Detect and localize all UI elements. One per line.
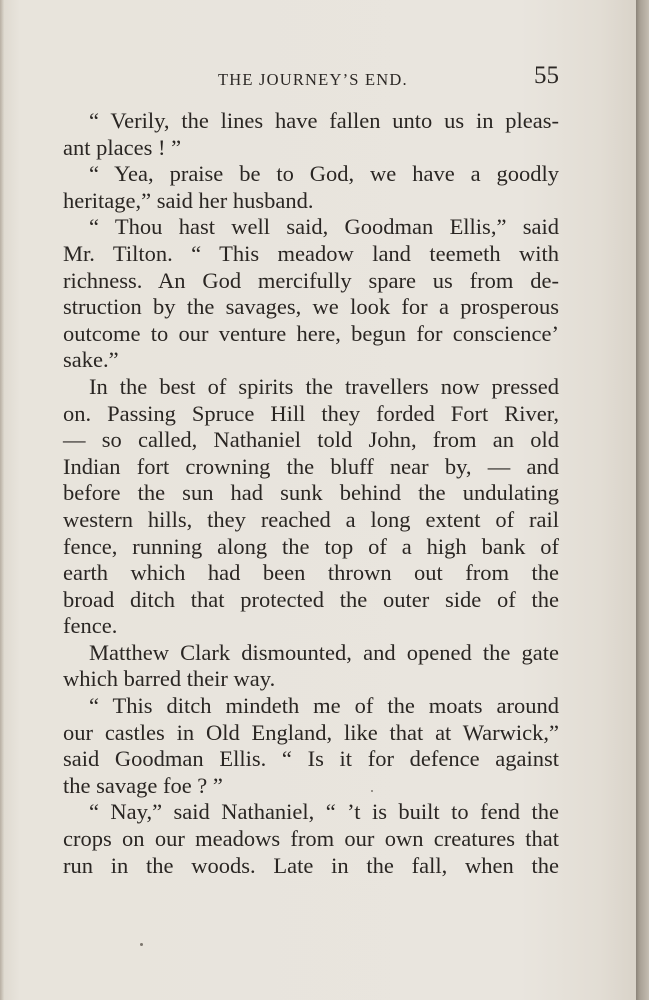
page-edge-shadow — [0, 0, 4, 1000]
text-line: “ Nay,” said Nathaniel, “ ’t is built to fend the — [89, 799, 559, 825]
text-line: sake.” — [63, 347, 119, 373]
text-line: “ Verily, the lines have fallen unto us in pleas- — [89, 108, 559, 133]
text-line: our castles in Old England, like that at Warwick,” — [63, 719, 559, 745]
text-line: Indian fort crowning the bluff near by, — and — [63, 453, 559, 479]
text-line: “ This ditch mindeth me of the moats around — [89, 693, 559, 719]
text-line: fence, running along the top of a high bank of — [63, 533, 559, 559]
text-line: before the sun had sunk behind the undulating — [63, 480, 559, 506]
paper-speck — [371, 790, 373, 792]
text-line: — so called, Nathaniel told John, from an old — [63, 427, 559, 453]
binding-gutter — [636, 0, 649, 1000]
text-line: outcome to our venture here, begun for conscience’ — [63, 320, 559, 346]
page-number: 55 — [534, 62, 559, 89]
text-line: “ Thou hast well said, Goodman Ellis,” said — [89, 214, 559, 240]
text-line: heritage,” said her husband. — [63, 187, 314, 213]
text-line: ant places ! ” — [63, 134, 182, 160]
text-line: which barred their way. — [63, 666, 276, 692]
text-line: said Goodman Ellis. “ Is it for defence against — [63, 746, 559, 772]
text-line: on. Passing Spruce Hill they forded Fort River, — [63, 400, 559, 426]
text-line: earth which had been thrown out from the — [63, 560, 559, 586]
running-title: THE JOURNEY’S END. — [218, 70, 408, 89]
text-line: In the best of spirits the travellers now pressed — [89, 373, 559, 399]
text-line: fence. — [63, 613, 118, 639]
text-line: struction by the savages, we look for a prosperous — [63, 294, 559, 320]
text-line: crops on our meadows from our own creatures that — [63, 826, 559, 852]
text-line: Mr. Tilton. “ This meadow land teemeth with — [63, 240, 559, 266]
paper-speck — [140, 943, 143, 946]
text-line: “ Yea, praise be to God, we have a goodly — [89, 161, 559, 187]
text-line: richness. An God mercifully spare us from de- — [63, 267, 559, 293]
text-line: run in the woods. Late in the fall, when the — [63, 852, 559, 878]
text-line: Matthew Clark dismounted, and opened the gate — [89, 639, 559, 665]
text-line: western hills, they reached a long extent of rail — [63, 506, 559, 532]
body-text — [63, 108, 559, 879]
text-line: broad ditch that protected the outer side of the — [63, 586, 559, 612]
running-header — [63, 62, 559, 98]
text-line: the savage foe ? ” — [63, 772, 223, 798]
